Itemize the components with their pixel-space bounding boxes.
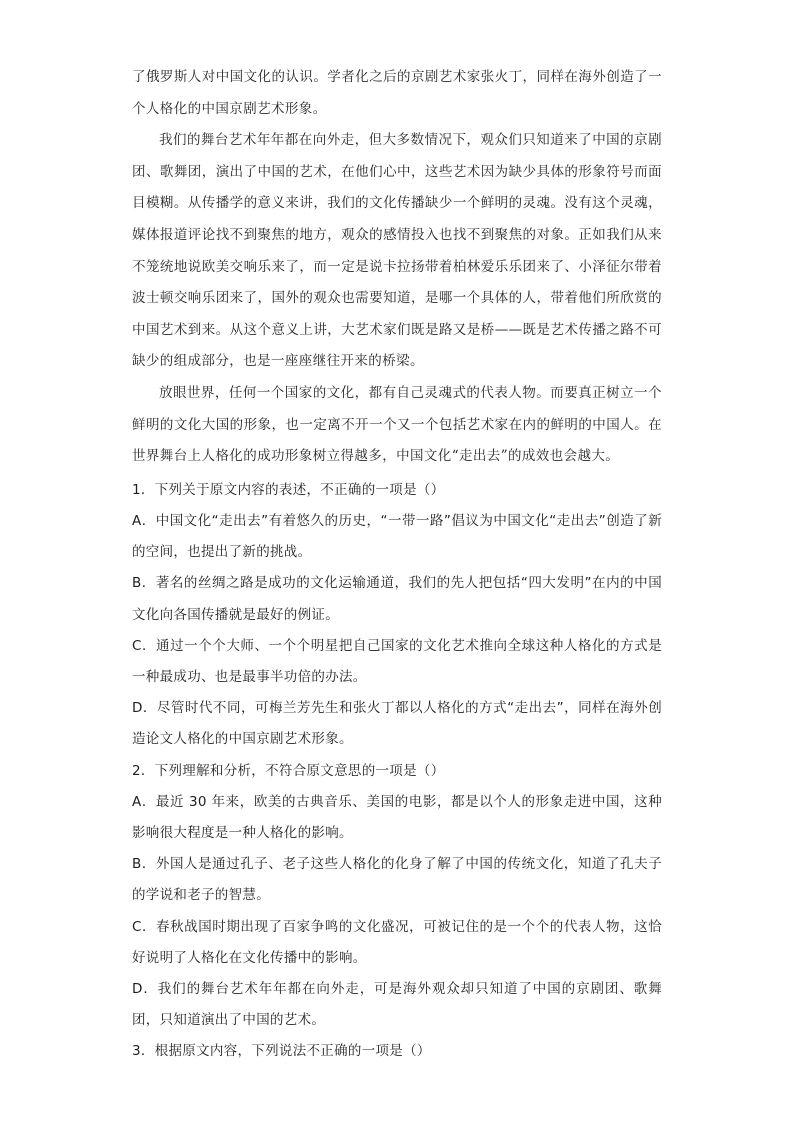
question-2-option-a: A．最近 30 年来，欧美的古典音乐、美国的电影，都是以个人的形象走进中国，这种影响很大程度是一种人格化的影响。: [132, 793, 662, 841]
question-1-option-d: D．尽管时代不同，可梅兰芳先生和张火丁都以人格化的方式“走出去”，同样在海外创造论文人格化的中国京剧艺术形象。: [132, 700, 662, 748]
passage-paragraph-2: 我们的舞台艺术年年都在向外走，但大多数情况下，观众们只知道来了中国的京剧团、歌舞团，演出了中国的艺术，在他们心中，这些艺术因为缺少具体的形象符号而面目模糊。从传播学的意义来讲，我们的文化传播缺少一个鲜明的灵魂。没有这个灵魂，媒体报道评论找不到聚焦的地方，观众的感情投入也找不到聚焦的对象。正如我们从来不笼统地说欧美交响乐来了，而一定是说卡拉扬带着柏林爱乐乐团来了、小泽征尔带着波士顿交响乐团来了，国外的观众也需要知道，是哪一个具体的人，带着他们所欣赏的中国艺术到来。从这个意义上讲，大艺术家们既是路又是桥——既是艺术传播之路不可缺少的组成部分，也是一座座继往开来的桥梁。: [132, 132, 662, 370]
question-1-stem: 1．下列关于原文内容的表述，不正确的一项是（）: [132, 481, 445, 498]
question-2-stem: 2．下列理解和分析，不符合原文意思的一项是（）: [132, 762, 445, 779]
question-3-stem: 3．根据原文内容，下列说法不正确的一项是（）: [132, 1043, 431, 1060]
question-2-option-c: C．春秋战国时期出现了百家争鸣的文化盛况，可被记住的是一个个的代表人物，这恰好说明了人格化在文化传播中的影响。: [132, 918, 662, 966]
passage-paragraph-1: 了俄罗斯人对中国文化的认识。学者化之后的京剧艺术家张火丁，同样在海外创造了一个人格化的中国京剧艺术形象。: [132, 69, 662, 117]
question-2-option-d: D．我们的舞台艺术年年都在向外走，可是海外观众却只知道了中国的京剧团、歌舞团，只知道演出了中国的艺术。: [132, 980, 662, 1029]
question-2-option-b: B．外国人是通过孔子、老子这些人格化的化身了解了中国的传统文化，知道了孔夫子的学说和老子的智慧。: [132, 856, 662, 904]
question-1-option-a: A．中国文化“走出去”有着悠久的历史，“一带一路”倡议为中国文化“走出去”创造了新的空间，也提出了新的挑战。: [132, 512, 662, 561]
document-content: [132, 62, 662, 1068]
question-1-option-c: C．通过一个个大师、一个个明星把自己国家的文化艺术推向全球这种人格化的方式是一种最成功、也是最事半功倍的办法。: [132, 637, 662, 685]
passage-paragraph-3: 放眼世界，任何一个国家的文化，都有自己灵魂式的代表人物。而要真正树立一个鲜明的文化大国的形象，也一定离不开一个又一个包括艺术家在内的鲜明的中国人。在世界舞台上人格化的成功形象树立得越多，中国文化“走出去”的成效也会越大。: [132, 384, 662, 465]
question-1-option-b: B．著名的丝绸之路是成功的文化运输通道，我们的先人把包括“四大发明”在内的中国文化向各国传播就是最好的例证。: [132, 575, 662, 623]
